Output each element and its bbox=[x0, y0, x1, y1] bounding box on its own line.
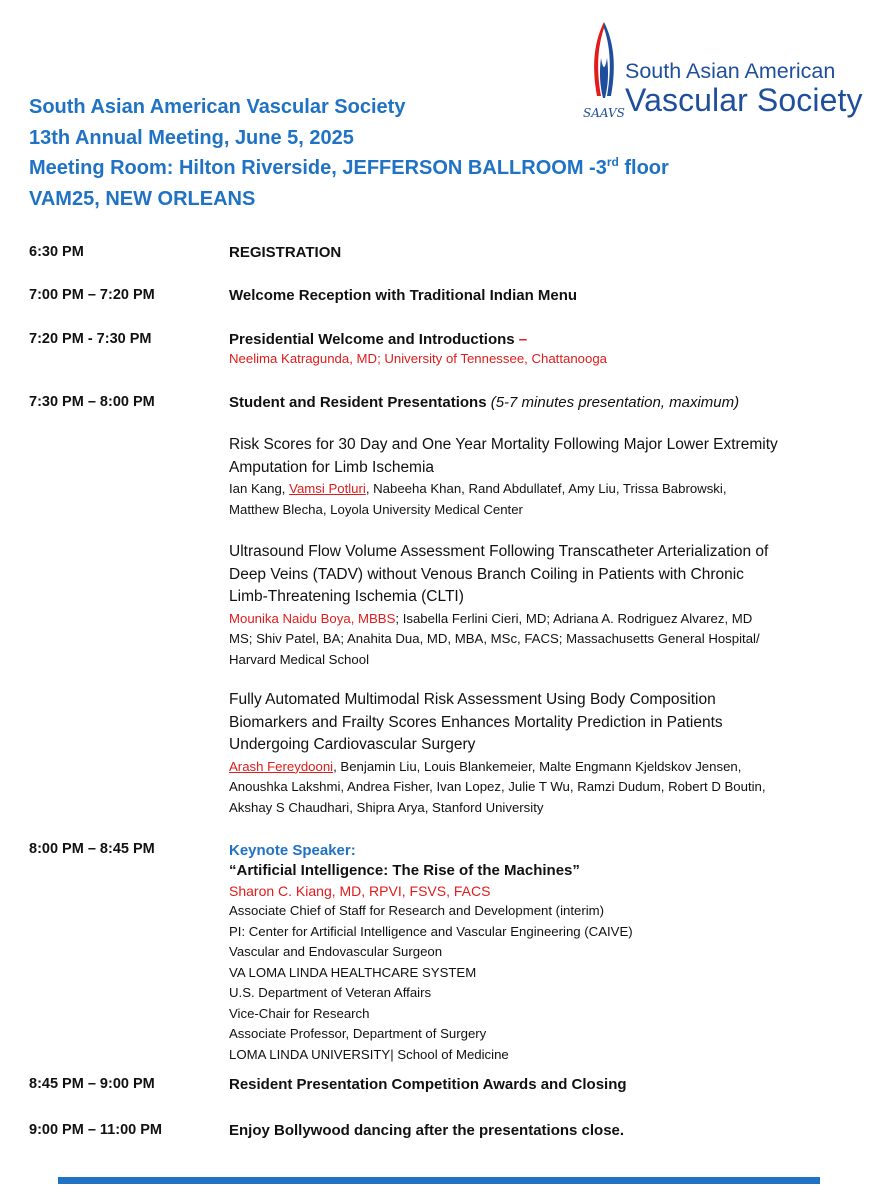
logo-line2: Vascular Society bbox=[625, 82, 863, 118]
keynote-speaker: Sharon C. Kiang, MD, RPVI, FSVS, FACS bbox=[229, 883, 491, 899]
reception-title: Welcome Reception with Traditional Indian Menu bbox=[229, 287, 578, 304]
keynote-time: 8:00 PM – 8:45 PM bbox=[29, 841, 155, 857]
keynote-role: PI: Center for Artificial Intelligence and Vascular Engineering (CAIVE) bbox=[229, 923, 633, 939]
welcome-block: Presidential Welcome and Introductions – Neelima Katragunda, MD; University of Tennessee, Chattanooga bbox=[229, 331, 869, 370]
keynote-block bbox=[229, 841, 869, 1065]
presentations-time: 7:30 PM – 8:00 PM bbox=[29, 394, 155, 410]
keynote-role: VA LOMA LINDA HEALTHCARE SYSTEM bbox=[229, 964, 477, 980]
presentation-title-line: Deep Veins (TADV) without Venous Branch Coiling in Patients with Chronic bbox=[229, 565, 744, 583]
presentation-title-line: Amputation for Limb Ischemia bbox=[229, 458, 435, 476]
presenter-name: Arash Fereydooni bbox=[229, 758, 334, 774]
presentation-title-line: Limb-Threatening Ischemia (CLTI) bbox=[229, 588, 464, 605]
welcome-time: 7:20 PM - 7:30 PM bbox=[29, 331, 152, 347]
presentation-3 bbox=[229, 689, 869, 818]
meeting-header bbox=[29, 92, 669, 214]
keynote-talk-title: “Artificial Intelligence: The Rise of the Machines” bbox=[229, 862, 580, 879]
registration-title: REGISTRATION bbox=[229, 244, 342, 261]
presentation-authors: MS; Shiv Patel, BA; Anahita Dua, MD, MBA, MSc, FACS; Massachusetts General Hospital/ bbox=[229, 631, 760, 646]
keynote-label: Keynote Speaker: bbox=[229, 842, 356, 859]
presentations-note: (5-7 minutes presentation, maximum) bbox=[486, 394, 740, 411]
presentation-title-line: Biomarkers and Frailty Scores Enhances Mortality Prediction in Patients bbox=[229, 713, 723, 731]
presenter-name: Vamsi Potluri bbox=[289, 481, 366, 496]
presentation-2 bbox=[229, 541, 869, 670]
footer-divider bbox=[58, 1177, 820, 1184]
welcome-speaker: Neelima Katragunda, MD; University of Tennessee, Chattanooga bbox=[229, 351, 608, 366]
presentation-authors: Ian Kang, Vamsi Potluri, Nabeeha Khan, Rand Abdullatef, Amy Liu, Trissa Babrowski, bbox=[229, 481, 727, 496]
presentation-1 bbox=[229, 434, 869, 520]
welcome-title: Presidential Welcome and Introductions bbox=[229, 331, 515, 348]
awards-time: 8:45 PM – 9:00 PM bbox=[29, 1076, 155, 1092]
presentation-authors: Arash Fereydooni, Benjamin Liu, Louis Blankemeier, Malte Engmann Kjeldskov Jensen, bbox=[229, 758, 742, 774]
presentation-authors: Mounika Naidu Boya, MBBS; Isabella Ferlini Cieri, MD; Adriana A. Rodriguez Alvarez, MD bbox=[229, 610, 753, 626]
presentation-authors: Anoushka Lakshmi, Andrea Fisher, Ivan Lopez, Julie T Wu, Ramzi Dudum, Robert D Boutin, bbox=[229, 779, 766, 794]
meeting-date: 13th Annual Meeting, June 5, 2025 bbox=[29, 126, 354, 149]
society-name: South Asian American Vascular Society bbox=[29, 96, 406, 118]
keynote-role: Associate Professor, Department of Surgery bbox=[229, 1026, 487, 1041]
presentation-title-line: Risk Scores for 30 Day and One Year Mortality Following Major Lower Extremity bbox=[229, 436, 778, 453]
presentations-title: Student and Resident Presentations bbox=[229, 394, 487, 411]
presentation-authors: Harvard Medical School bbox=[229, 651, 369, 667]
meeting-location: VAM25, NEW ORLEANS bbox=[29, 187, 256, 210]
meeting-room: Meeting Room: Hilton Riverside, JEFFERSON BALLROOM -3rd floor bbox=[29, 155, 669, 179]
dancing-title: Enjoy Bollywood dancing after the presentations close. bbox=[229, 1122, 625, 1139]
presenter-name: Mounika Naidu Boya, MBBS bbox=[229, 610, 396, 626]
presentation-authors: Matthew Blecha, Loyola University Medical Center bbox=[229, 501, 523, 517]
presentation-title-line: Undergoing Cardiovascular Surgery bbox=[229, 736, 476, 753]
presentation-title-line: Ultrasound Flow Volume Assessment Following Transcatheter Arterialization of bbox=[229, 543, 769, 560]
presentation-title-line: Fully Automated Multimodal Risk Assessment Using Body Composition bbox=[229, 691, 716, 708]
awards-title: Resident Presentation Competition Awards and Closing bbox=[229, 1076, 627, 1093]
presentations-heading bbox=[229, 394, 869, 412]
keynote-role: Associate Chief of Staff for Research and Development (interim) bbox=[229, 903, 605, 918]
keynote-role: Vice-Chair for Research bbox=[229, 1005, 370, 1021]
reception-time: 7:00 PM – 7:20 PM bbox=[29, 287, 155, 303]
keynote-role: Vascular and Endovascular Surgeon bbox=[229, 944, 443, 959]
presentation-authors: Akshay S Chaudhari, Shipra Arya, Stanford University bbox=[229, 799, 544, 815]
logo-monogram: SAAVS bbox=[583, 106, 625, 120]
registration-time: 6:30 PM bbox=[29, 244, 84, 260]
dancing-time: 9:00 PM – 11:00 PM bbox=[29, 1122, 162, 1138]
logo-line1: South Asian American bbox=[625, 59, 836, 83]
keynote-role: LOMA LINDA UNIVERSITY| School of Medicine bbox=[229, 1046, 509, 1062]
keynote-role: U.S. Department of Veteran Affairs bbox=[229, 985, 432, 1000]
